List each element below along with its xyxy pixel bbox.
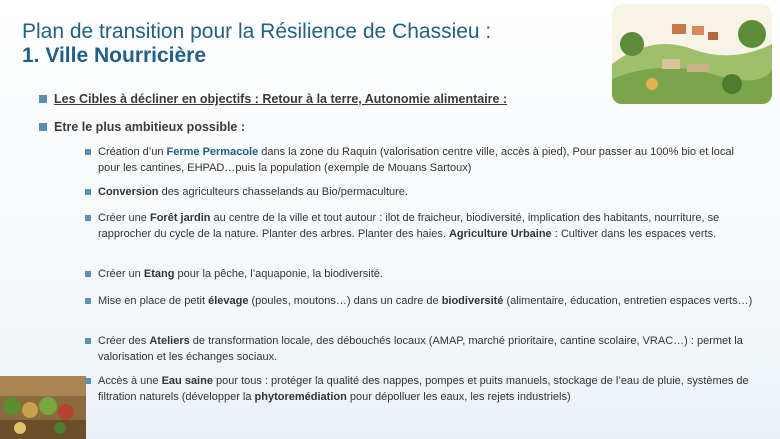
square-bullet-icon (85, 338, 91, 344)
item-keyword: Ferme Permacole (166, 146, 259, 158)
item-text-fragment: Accès à une (98, 375, 162, 387)
item-text-fragment: Créer des (98, 335, 150, 347)
item-text-fragment: pour dépolluer les eaux, les rejets industriels) (346, 390, 571, 403)
square-bullet-icon (85, 189, 91, 195)
list-item (98, 334, 758, 365)
item-text-fragment: Créer un (98, 268, 144, 280)
item-keyword: Forêt jardin (149, 212, 211, 224)
square-bullet-icon (85, 215, 91, 221)
item-keyword: élevage (208, 295, 249, 307)
item-keyword: Ateliers (149, 335, 190, 347)
item-keyword: Agriculture Urbaine (448, 227, 552, 240)
item-keyword: phytoremédiation (254, 390, 347, 403)
item-text-fragment: pour la pêche, l’aquaponie, la biodiversité. (174, 268, 383, 280)
list-item (98, 374, 758, 405)
item-text-fragment: (poules, moutons…) dans un cadre de (248, 295, 442, 307)
item-text-fragment: Créer une (98, 212, 150, 224)
item-text-fragment: des agriculteurs chasselands au Bio/permaculture. (158, 186, 408, 198)
item-text-fragment: au centre de la ville et tout autour : ilot de fraicheur, biodiversité, implication des habitants, nourriture, se rapprocher du cycle de la nature. Planter des arbres. Planter des haies. (98, 212, 720, 240)
item-keyword: Eau saine (161, 375, 213, 387)
village-garden-illustration (612, 4, 772, 104)
bullet-ambitieux (54, 120, 245, 134)
square-bullet-icon (85, 298, 91, 304)
item-text-fragment: : Cultiver dans les espaces verts. (551, 227, 717, 240)
bullet-cibles (54, 92, 507, 106)
list-item-text (98, 146, 734, 174)
square-bullet-icon (39, 95, 47, 103)
list-item-text (98, 186, 408, 198)
item-keyword: Conversion (98, 186, 159, 198)
square-bullet-icon (39, 123, 47, 131)
item-text-fragment: Création d’un (98, 146, 167, 158)
bullet-ambitieux-text: Etre le plus ambitieux possible : (54, 120, 246, 134)
vegetable-market-photo (0, 376, 86, 439)
slide-title (22, 20, 602, 68)
list-item (98, 267, 758, 283)
list-item (98, 211, 758, 242)
list-item-text (98, 268, 383, 280)
title-line-2: 1. Ville Nourricière (22, 44, 207, 67)
item-text-fragment: Mise en place de petit (98, 295, 209, 307)
list-item-text (98, 375, 749, 403)
list-item-text (98, 295, 752, 307)
list-item (98, 294, 758, 310)
item-text-fragment: (alimentaire, éducation, entretien espaces verts…) (503, 295, 753, 307)
item-text-fragment: de transformation locale, des débouchés locaux (AMAP, marché prioritaire, cantine scolaire, VRAC…) : permet la valorisation et les échanges sociaux. (98, 335, 743, 363)
item-keyword: biodiversité (441, 295, 504, 307)
square-bullet-icon (85, 149, 91, 155)
title-line-1: Plan de transition pour la Résilience de Chassieu : (22, 20, 492, 43)
square-bullet-icon (85, 271, 91, 277)
list-item (98, 145, 758, 176)
list-item-text (98, 335, 743, 363)
square-bullet-icon (85, 378, 91, 384)
list-item (98, 185, 758, 201)
item-text-fragment: pour tous : protéger la qualité des nappes, pompes et puits manuels, stockage de l’eau de pluie, systèmes de filtration naturels (développer la (98, 375, 749, 403)
list-item-text (98, 212, 719, 240)
bullet-cibles-text: Les Cibles à décliner en objectifs : Retour à la terre, Autonomie alimentaire : (54, 92, 508, 106)
item-text-fragment: dans la zone du Raquin (valorisation centre ville, accès à pied), Pour passer au 100% bio et local pour les cantines, EHPAD…puis la population (exemple de Mouans Sartoux) (98, 146, 734, 174)
item-keyword: Etang (143, 268, 175, 280)
